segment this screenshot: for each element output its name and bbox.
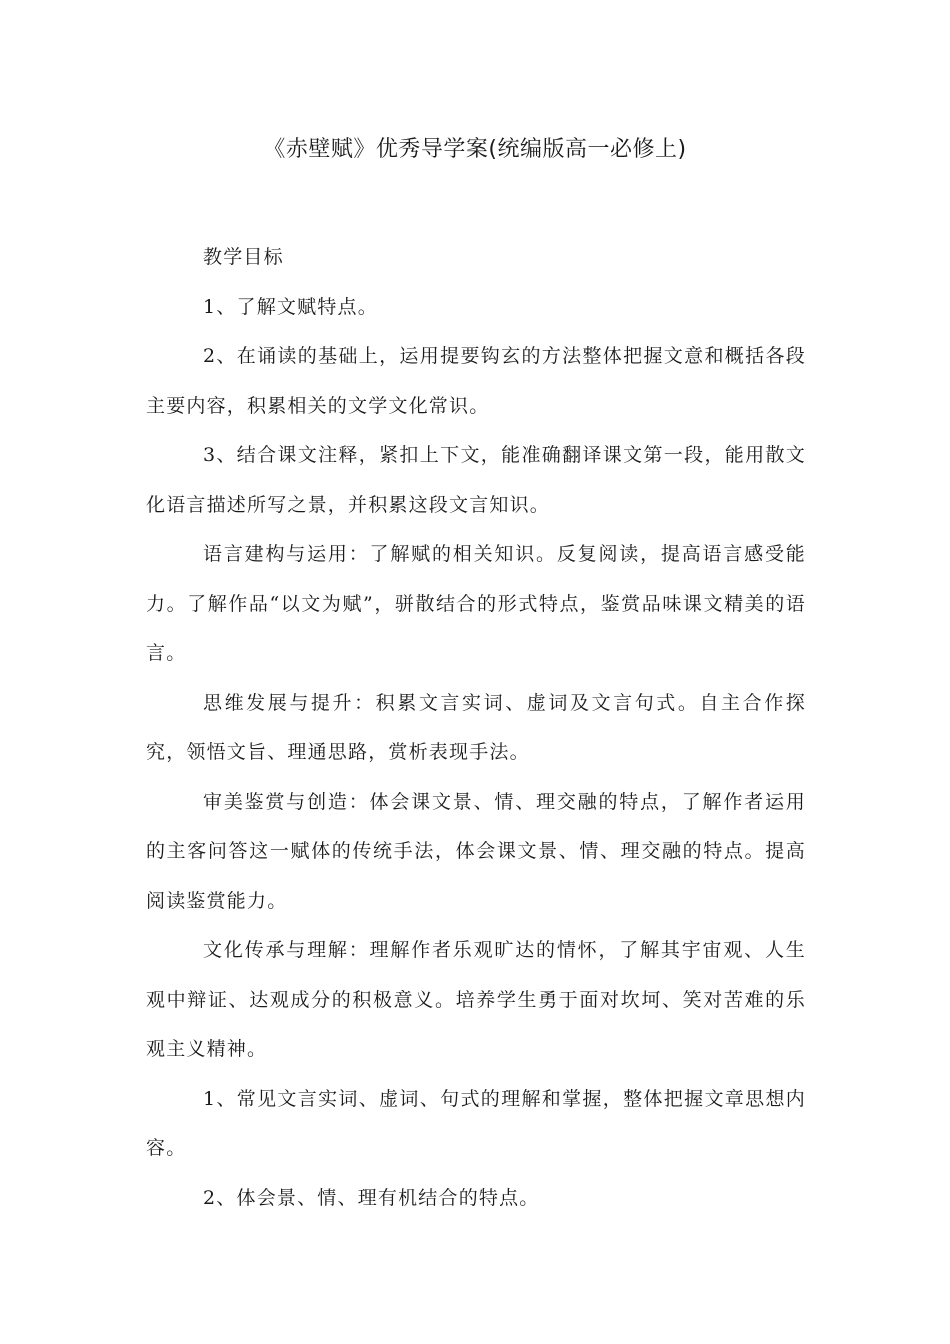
literacy-aesthetics: 审美鉴赏与创造：体会课文景、情、理交融的特点，了解作者运用的主客问答这一赋体的传统手法，体会课文景、情、理交融的特点。提高阅读鉴赏能力。 xyxy=(146,790,806,912)
goal-item-2: 2、在诵读的基础上，运用提要钩玄的方法整体把握文意和概括各段主要内容，积累相关的文学文化常识。 xyxy=(146,345,806,417)
key-point-1: 1、常见文言实词、虚词、句式的理解和掌握，整体把握文章思想内容。 xyxy=(146,1087,806,1159)
literacy-language: 语言建构与运用：了解赋的相关知识。反复阅读，提高语言感受能力。了解作品“以文为赋”，骈散结合的形式特点，鉴赏品味课文精美的语言。 xyxy=(146,543,806,664)
literacy-culture: 文化传承与理解：理解作者乐观旷达的情怀，了解其宇宙观、人生观中辩证、达观成分的积极意义。培养学生勇于面对坎坷、笑对苦难的乐观主义精神。 xyxy=(146,939,806,1060)
section-heading-teaching-goals: 教学目标 xyxy=(203,246,284,268)
key-point-2: 2、体会景、情、理有机结合的特点。 xyxy=(203,1186,540,1209)
document-title: 《赤壁赋》优秀导学案(统编版高一必修上) xyxy=(263,137,687,162)
goal-item-1: 1、了解文赋特点。 xyxy=(203,295,378,318)
literacy-thinking: 思维发展与提升：积累文言实词、虚词及文言句式。自主合作探究，领悟文旨、理通思路，赏析表现手法。 xyxy=(146,691,806,763)
goal-item-3: 3、结合课文注释，紧扣上下文，能准确翻译课文第一段，能用散文化语言描述所写之景，并积累这段文言知识。 xyxy=(146,444,806,516)
document-body xyxy=(146,233,806,1223)
